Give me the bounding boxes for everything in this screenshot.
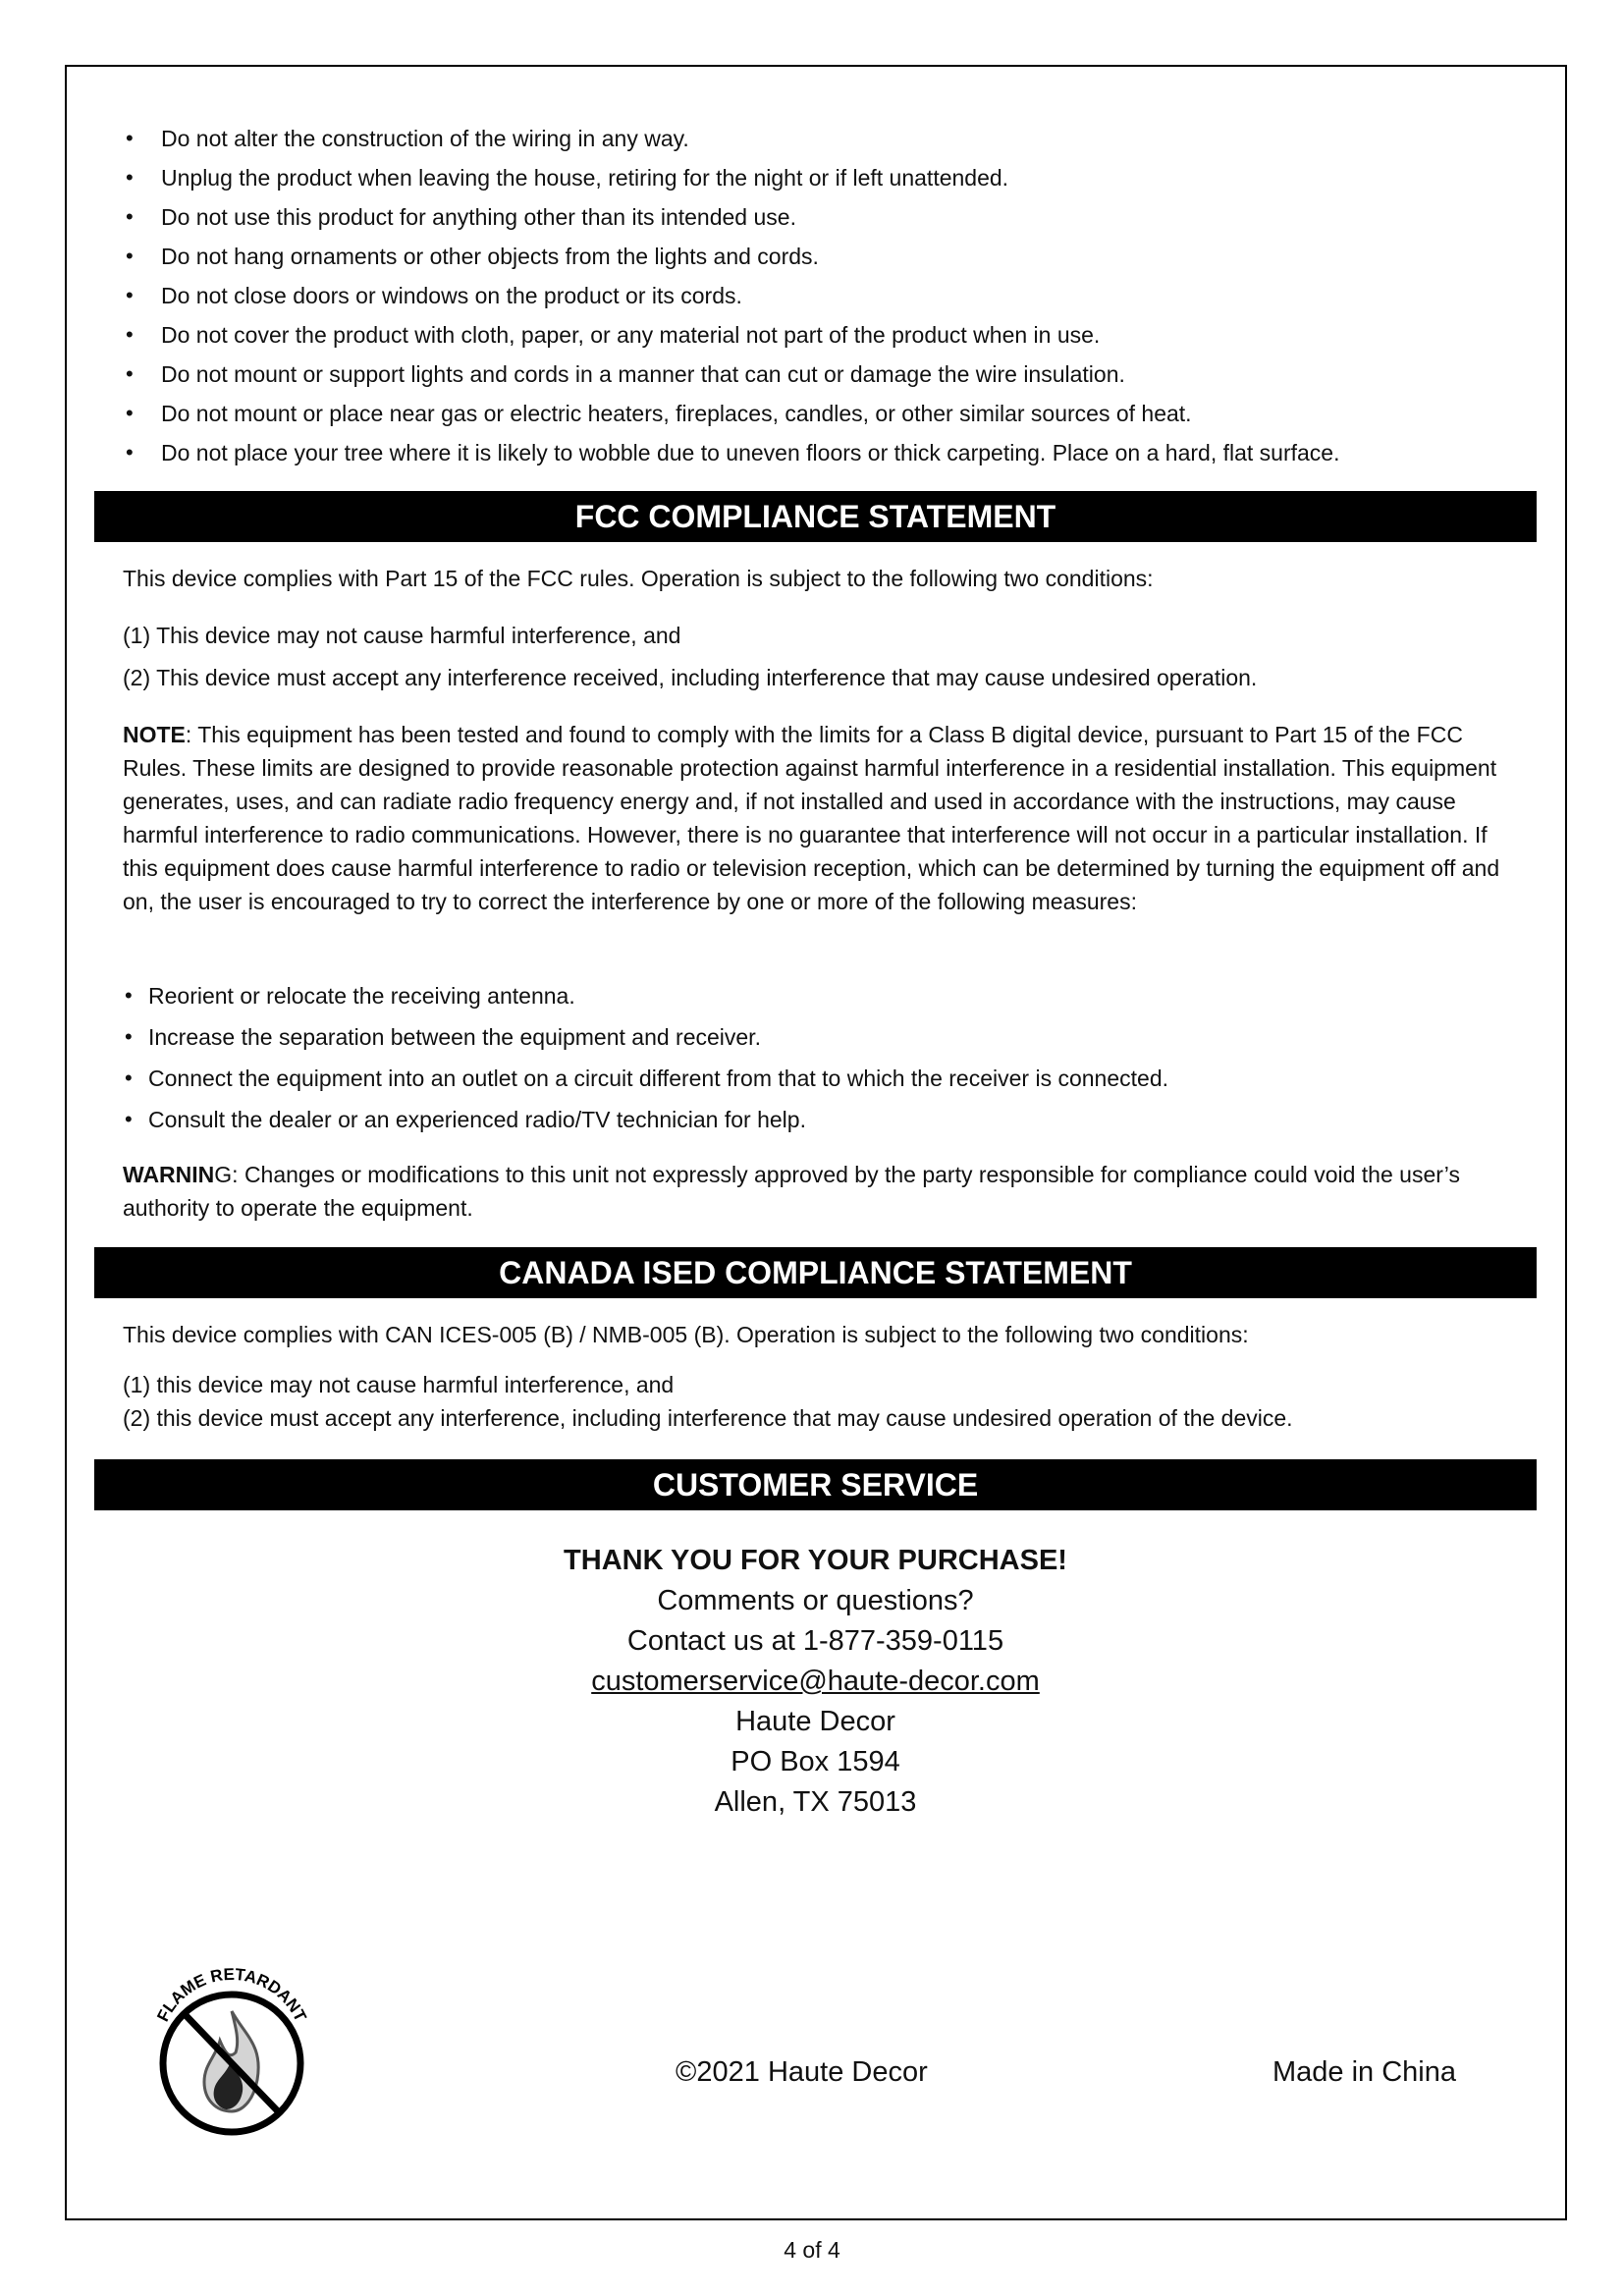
email-link[interactable]: customerservice@haute-decor.com xyxy=(591,1666,1040,1697)
fcc-intro: This device complies with Part 15 of the FCC rules. Operation is subject to the following two conditions: xyxy=(123,566,1154,591)
canada-condition-1: (1) this device may not cause harmful interference, and xyxy=(123,1372,675,1397)
note-label: NOTE xyxy=(123,722,186,747)
logo-text: FLAME RETARDANT xyxy=(153,1964,310,2025)
fcc-measures-list xyxy=(123,975,1168,1140)
list-item: • Reorient or relocate the receiving antenna. xyxy=(123,975,1168,1016)
contact-phone: Contact us at 1-877-359-0115 xyxy=(626,1625,1004,1657)
warning-label: WARNIN xyxy=(123,1162,215,1187)
list-item: • Do not alter the construction of the wiring in any way. xyxy=(126,119,1339,158)
fcc-heading: FCC COMPLIANCE STATEMENT xyxy=(94,491,1537,542)
canada-condition-2: (2) this device must accept any interference, including interference that may cause undesired operation of the device. xyxy=(123,1405,1293,1431)
list-item: • Do not mount or place near gas or electric heaters, fireplaces, candles, or other similar sources of heat. xyxy=(126,394,1339,433)
canada-intro: This device complies with CAN ICES-005 (B) / NMB-005 (B). Operation is subject to the following two conditions: xyxy=(123,1322,1249,1347)
flame-retardant-icon xyxy=(147,1942,316,2139)
safety-bullet-list xyxy=(126,119,1339,472)
flame-retardant-logo xyxy=(147,1942,316,2139)
list-item: • Do not use this product for anything other than its intended use. xyxy=(126,197,1339,237)
list-item: • Connect the equipment into an outlet on a circuit different from that to which the receiver is connected. xyxy=(123,1058,1168,1099)
list-item: • Unplug the product when leaving the house, retiring for the night or if left unattended. xyxy=(126,158,1339,197)
customer-service-heading: CUSTOMER SERVICE xyxy=(94,1459,1537,1510)
page-number: 4 of 4 xyxy=(784,2237,840,2263)
comments-text: Comments or questions? xyxy=(657,1585,974,1616)
canada-heading: CANADA ISED COMPLIANCE STATEMENT xyxy=(94,1247,1537,1298)
list-item: • Do not hang ornaments or other objects from the lights and cords. xyxy=(126,237,1339,276)
city-address: Allen, TX 75013 xyxy=(714,1786,917,1818)
list-item: • Do not close doors or windows on the product or its cords. xyxy=(126,276,1339,315)
thank-you-text: THANK YOU FOR YOUR PURCHASE! xyxy=(564,1545,1067,1576)
list-item: • Do not place your tree where it is likely to wobble due to uneven floors or thick carpeting. Place on a hard, flat surface. xyxy=(126,433,1339,472)
fcc-warning xyxy=(123,1158,1507,1225)
fcc-condition-2: (2) This device must accept any interference received, including interference that may cause undesired operation. xyxy=(123,665,1258,690)
note-text: : This equipment has been tested and found to comply with the limits for a Class B digital device, pursuant to Part 15 of the FCC Rules. These limits are designed to provide reasonable protection against harmful interference in a residential installation. This equipment generates, uses, and can radiate radio frequency energy and, if not installed and used in accordance with the instructions, may cause harmful interference to radio communications. However, there is no guarantee that interference will not occur in a particular installation. If this equipment does cause harmful interference to radio or television reception, which can be determined by turning the equipment off and on, the user is encouraged to try to correct the interference by one or more of the following measures: xyxy=(123,722,1500,914)
fcc-note xyxy=(123,718,1507,918)
warning-text: G: Changes or modifications to this unit not expressly approved by the party responsible for compliance could void the user’s authority to operate the equipment. xyxy=(123,1162,1460,1221)
po-box: PO Box 1594 xyxy=(731,1746,900,1777)
made-in-text: Made in China xyxy=(1272,2056,1456,2088)
copyright-text: ©2021 Haute Decor xyxy=(676,2056,928,2088)
list-item: • Increase the separation between the equipment and receiver. xyxy=(123,1016,1168,1058)
list-item: • Do not cover the product with cloth, paper, or any material not part of the product when in use. xyxy=(126,315,1339,355)
company-name: Haute Decor xyxy=(735,1706,895,1737)
list-item: • Do not mount or support lights and cords in a manner that can cut or damage the wire insulation. xyxy=(126,355,1339,394)
list-item: • Consult the dealer or an experienced radio/TV technician for help. xyxy=(123,1099,1168,1140)
fcc-condition-1: (1) This device may not cause harmful interference, and xyxy=(123,623,681,648)
customer-service-block xyxy=(94,1541,1537,1823)
